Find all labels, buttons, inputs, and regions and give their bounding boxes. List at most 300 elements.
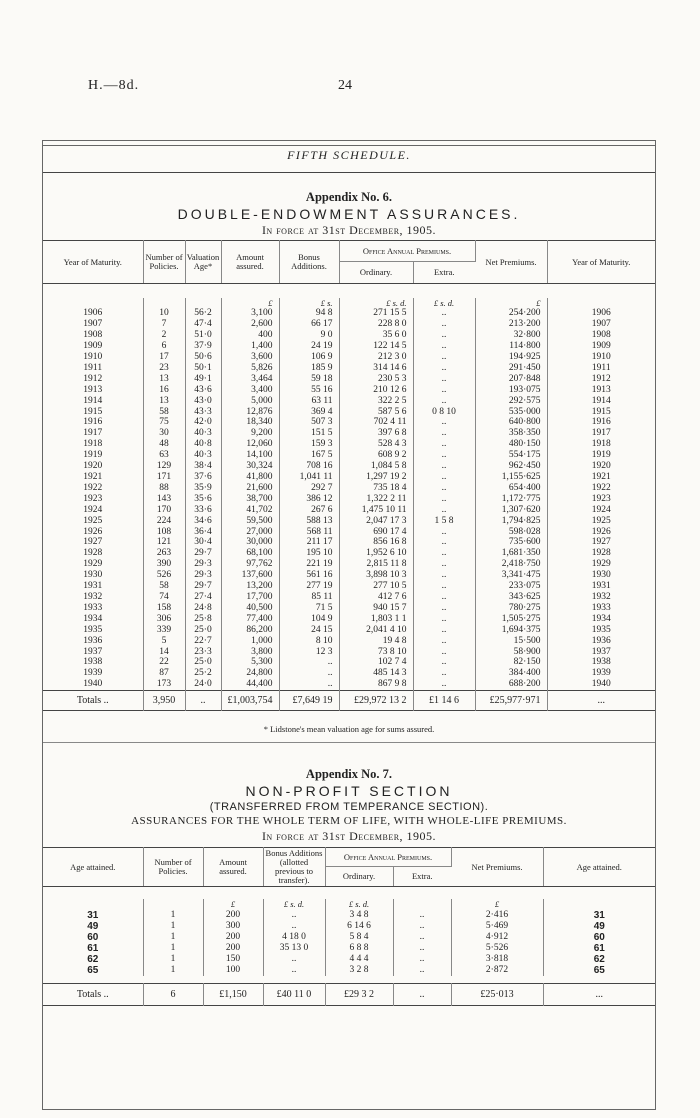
table-cell: 13 <box>143 396 185 407</box>
table-cell: .. <box>413 668 475 679</box>
table-cell: .. <box>393 965 451 976</box>
table-cell: .. <box>413 614 475 625</box>
table-cell: .. <box>263 954 325 965</box>
totals-amount: £1,003,754 <box>221 691 279 711</box>
table-cell: 1915 <box>43 407 143 418</box>
table-cell: 35 13 0 <box>263 943 325 954</box>
table-row <box>43 527 655 538</box>
table-cell: 104 9 <box>279 614 339 625</box>
table-cell: 708 16 <box>279 461 339 472</box>
table-cell: .. <box>393 932 451 943</box>
table-cell: 314 14 6 <box>339 363 413 374</box>
table-cell: 3,400 <box>221 385 279 396</box>
table-cell: 24 19 <box>279 341 339 352</box>
table-cell: 780·275 <box>475 603 547 614</box>
appendix6-in-force: In force at 31st December, 1905. <box>261 223 437 237</box>
table-row <box>43 625 655 636</box>
table-cell: 1912 <box>43 374 143 385</box>
table-cell: 35·9 <box>185 483 221 494</box>
table-cell: 173 <box>143 679 185 690</box>
table-cell: 1 <box>143 965 203 976</box>
table-cell: 24,800 <box>221 668 279 679</box>
table-cell: 292 7 <box>279 483 339 494</box>
table-cell: 1910 <box>43 352 143 363</box>
table-cell: 16 <box>143 385 185 396</box>
table-cell: 60 <box>43 932 143 943</box>
table-cell: 200 <box>203 943 263 954</box>
table-cell: 50·6 <box>185 352 221 363</box>
table-cell: 306 <box>143 614 185 625</box>
table-row <box>43 330 655 341</box>
table-cell: 38,700 <box>221 494 279 505</box>
table-cell: 58 <box>143 407 185 418</box>
table-cell: 1919 <box>591 450 611 461</box>
table-cell: 73 8 10 <box>339 647 413 658</box>
table-row <box>43 954 655 965</box>
table-cell: 587 5 6 <box>339 407 413 418</box>
col-bonus: Bonus Additions. <box>279 241 339 284</box>
table-cell: 6 8 8 <box>325 943 393 954</box>
table-cell: 568 11 <box>279 527 339 538</box>
table-cell: 271 15 5 <box>339 308 413 319</box>
table-cell: 48 <box>143 439 185 450</box>
table-cell: 1,172·775 <box>475 494 547 505</box>
table-cell: .. <box>413 472 475 483</box>
table-cell: 42·0 <box>185 417 221 428</box>
table-cell: 25·0 <box>185 657 221 668</box>
table-cell: 185 9 <box>279 363 339 374</box>
table-cell: 100 <box>203 965 263 976</box>
totals-extra: £1 14 6 <box>413 691 475 711</box>
table-cell: 6 <box>143 341 185 352</box>
table-cell: 71 5 <box>279 603 339 614</box>
table-cell: 4 4 4 <box>325 954 393 965</box>
table-cell: 1,475 10 11 <box>339 505 413 516</box>
table-cell: 867 9 8 <box>339 679 413 690</box>
table-cell: 30·4 <box>185 537 221 548</box>
table-cell: 1923 <box>591 493 611 504</box>
table-cell: 0 8 10 <box>413 407 475 418</box>
table-cell: 5·526 <box>451 943 543 954</box>
table-cell: 2,600 <box>221 319 279 330</box>
table-cell: 35 6 0 <box>339 330 413 341</box>
totals7-net: £25·013 <box>451 984 543 1006</box>
table-cell: 369 4 <box>279 407 339 418</box>
table-cell: 40,500 <box>221 603 279 614</box>
table-cell: 1924 <box>591 504 611 515</box>
table-cell: 588 13 <box>279 516 339 527</box>
table-cell: 384·400 <box>475 668 547 679</box>
table-cell: 1936 <box>591 635 611 646</box>
table-cell: .. <box>279 668 339 679</box>
table-cell: .. <box>413 657 475 668</box>
table-cell: 1919 <box>43 450 143 461</box>
totals7-label: Totals .. <box>43 984 143 1006</box>
table-cell: 254·200 <box>475 308 547 319</box>
table-cell: 68,100 <box>221 548 279 559</box>
table-cell: 9 0 <box>279 330 339 341</box>
table-cell: 3,800 <box>221 647 279 658</box>
table-cell: 1906 <box>591 308 611 319</box>
table-cell: 35·6 <box>185 494 221 505</box>
table-cell: 1927 <box>591 537 611 548</box>
table-cell: 171 <box>143 472 185 483</box>
table-row <box>43 636 655 647</box>
table-cell: 21,600 <box>221 483 279 494</box>
col-ordinary7: Ordinary. <box>325 867 393 887</box>
table-cell: 5 <box>143 636 185 647</box>
appendix7-heading: NON-PROFIT SECTION <box>245 783 453 799</box>
table-cell: 1940 <box>43 679 143 690</box>
table-cell: 1906 <box>43 308 143 319</box>
table-cell: 397 6 8 <box>339 428 413 439</box>
col-number7: Number of Policies. <box>143 848 203 887</box>
table-cell: 59 18 <box>279 374 339 385</box>
table-cell: .. <box>413 374 475 385</box>
table-cell: 14 <box>143 647 185 658</box>
table-cell: 23·3 <box>185 647 221 658</box>
page-code: H.—8d. <box>88 78 140 93</box>
table-cell: 1921 <box>43 472 143 483</box>
table-row <box>43 559 655 570</box>
table-cell: 1926 <box>43 527 143 538</box>
table-cell: 50·1 <box>185 363 221 374</box>
table-row <box>43 319 655 330</box>
table-cell: 6 14 6 <box>325 921 393 932</box>
col-extra7: Extra. <box>393 867 451 887</box>
table-cell: 2·416 <box>451 910 543 921</box>
table-cell: 1935 <box>591 624 611 635</box>
table-cell: 8 10 <box>279 636 339 647</box>
table-cell: 1,803 1 1 <box>339 614 413 625</box>
table-cell: 1920 <box>43 461 143 472</box>
table-cell: 29·3 <box>185 559 221 570</box>
table-cell: 1933 <box>43 603 143 614</box>
table-cell: 1910 <box>591 352 611 363</box>
table-cell: 690 17 4 <box>339 527 413 538</box>
table-cell: 1918 <box>591 439 611 450</box>
table-cell: 962·450 <box>475 461 547 472</box>
table-cell: .. <box>413 363 475 374</box>
col-office7: Office Annual Premiums. <box>325 848 451 867</box>
table-cell: 1937 <box>43 647 143 658</box>
table-cell: 1935 <box>43 625 143 636</box>
table-cell: 40·3 <box>185 428 221 439</box>
table-cell: 49 <box>43 921 143 932</box>
table-cell: 2,041 4 10 <box>339 625 413 636</box>
col-year2: Year of Maturity. <box>547 241 655 284</box>
table-cell: 228 8 0 <box>339 319 413 330</box>
table-cell: 195 10 <box>279 548 339 559</box>
table-cell: 1 5 8 <box>413 516 475 527</box>
table-cell: .. <box>393 943 451 954</box>
totals-number: 3,950 <box>143 691 185 711</box>
table-cell: 1939 <box>43 668 143 679</box>
table-cell: 94 8 <box>279 308 339 319</box>
table-cell: 1,794·825 <box>475 516 547 527</box>
table-cell: 507 3 <box>279 417 339 428</box>
table-cell: 1,000 <box>221 636 279 647</box>
table-row <box>43 461 655 472</box>
table-cell: 106 9 <box>279 352 339 363</box>
table-row <box>43 407 655 418</box>
table-cell: .. <box>263 910 325 921</box>
table-cell: 194·925 <box>475 352 547 363</box>
table-cell: 74 <box>143 592 185 603</box>
table-cell: 1,155·625 <box>475 472 547 483</box>
table-cell: 735 18 4 <box>339 483 413 494</box>
table-cell: 27·4 <box>185 592 221 603</box>
table-cell: 18,340 <box>221 417 279 428</box>
table-cell: 75 <box>143 417 185 428</box>
table-cell: 65 <box>593 964 605 976</box>
table-cell: .. <box>413 581 475 592</box>
unit-amount: £ <box>221 298 279 309</box>
table-cell: 24 15 <box>279 625 339 636</box>
table-cell: .. <box>413 559 475 570</box>
table-cell: 1,505·275 <box>475 614 547 625</box>
table-cell: .. <box>413 450 475 461</box>
table-cell: .. <box>413 308 475 319</box>
table-row <box>43 439 655 450</box>
table-cell: 43·6 <box>185 385 221 396</box>
table-cell: 1907 <box>43 319 143 330</box>
table-cell: .. <box>279 657 339 668</box>
table-row <box>43 363 655 374</box>
table-cell: 1930 <box>43 570 143 581</box>
table-cell: 291·450 <box>475 363 547 374</box>
col-amount: Amount assured. <box>221 241 279 284</box>
col-age: Age attained. <box>43 848 143 887</box>
table-cell: 1909 <box>591 341 611 352</box>
page-number: 24 <box>338 78 352 93</box>
col-amount7: Amount assured. <box>203 848 263 887</box>
table-cell: .. <box>413 679 475 690</box>
table-row <box>43 483 655 494</box>
table-cell: 30,324 <box>221 461 279 472</box>
table-cell: 1 <box>143 921 203 932</box>
table-row <box>43 494 655 505</box>
table-cell: 87 <box>143 668 185 679</box>
table-cell: 1930 <box>591 570 611 581</box>
table-cell: 1,952 6 10 <box>339 548 413 559</box>
table-cell: 1937 <box>591 646 611 657</box>
table-cell: 856 16 8 <box>339 537 413 548</box>
table-cell: .. <box>413 417 475 428</box>
unit7-bonus: £ s. d. <box>263 899 325 910</box>
table-cell: 150 <box>203 954 263 965</box>
table-cell: 85 11 <box>279 592 339 603</box>
unit7-ordinary: £ s. d. <box>325 899 393 910</box>
table-cell: .. <box>413 461 475 472</box>
table-row <box>43 537 655 548</box>
table-cell: 1,322 2 11 <box>339 494 413 505</box>
table-cell: 3,600 <box>221 352 279 363</box>
col-net7: Net Premiums. <box>451 848 543 887</box>
table-cell: 108 <box>143 527 185 538</box>
table-cell: 1928 <box>591 548 611 559</box>
totals7-number: 6 <box>143 984 203 1006</box>
table-cell: 535·000 <box>475 407 547 418</box>
table-cell: 29·7 <box>185 581 221 592</box>
table-cell: 114·800 <box>475 341 547 352</box>
table-cell: 1913 <box>43 385 143 396</box>
appendix6-heading: DOUBLE-ENDOWMENT ASSURANCES. <box>177 206 521 222</box>
unit-bonus: £ s. <box>279 298 339 309</box>
table-cell: 44,400 <box>221 679 279 690</box>
table-row <box>43 516 655 527</box>
table-cell: 1917 <box>43 428 143 439</box>
table-cell: .. <box>413 505 475 516</box>
table-cell: 654·400 <box>475 483 547 494</box>
table-row <box>43 450 655 461</box>
totals-label: Totals .. <box>43 691 143 711</box>
appendix6-title: Appendix No. 6. <box>305 190 393 204</box>
table-row <box>43 472 655 483</box>
table-row <box>43 679 655 690</box>
unit7-net: £ <box>451 899 543 910</box>
table-cell: 554·175 <box>475 450 547 461</box>
table-cell: 13 <box>143 374 185 385</box>
table-cell: 3,341·475 <box>475 570 547 581</box>
table-cell: 56·2 <box>185 308 221 319</box>
table-row <box>43 385 655 396</box>
table-cell: 60 <box>593 931 605 943</box>
table-cell: .. <box>393 921 451 932</box>
table-cell: 13,200 <box>221 581 279 592</box>
table-cell: 193·075 <box>475 385 547 396</box>
table-cell: .. <box>413 548 475 559</box>
table-row <box>43 396 655 407</box>
table-cell: 1911 <box>591 362 611 373</box>
table-cell: 40·3 <box>185 450 221 461</box>
table-cell: 1931 <box>43 581 143 592</box>
table-cell: 1926 <box>591 526 611 537</box>
table-cell: 25·8 <box>185 614 221 625</box>
table-cell: 212 3 0 <box>339 352 413 363</box>
table-cell: 61 <box>593 942 605 954</box>
table-cell: 170 <box>143 505 185 516</box>
table-cell: 200 <box>203 932 263 943</box>
table-cell: 1940 <box>591 679 611 690</box>
table-cell: 49·1 <box>185 374 221 385</box>
col-ordinary: Ordinary. <box>339 262 413 284</box>
table-cell: 300 <box>203 921 263 932</box>
table-cell: 1932 <box>43 592 143 603</box>
table-cell: 1931 <box>591 581 611 592</box>
table-cell: 1915 <box>591 406 611 417</box>
table-cell: 30,000 <box>221 537 279 548</box>
table-cell: 1923 <box>43 494 143 505</box>
table-cell: .. <box>413 570 475 581</box>
table-cell: .. <box>413 625 475 636</box>
table-cell: 1 <box>143 954 203 965</box>
table-row <box>43 965 655 976</box>
table-cell: 1933 <box>591 602 611 613</box>
table-cell: 1922 <box>591 482 611 493</box>
unit7-amount: £ <box>203 899 263 910</box>
table-cell: 29·3 <box>185 570 221 581</box>
table-cell: 22·7 <box>185 636 221 647</box>
table-cell: 1936 <box>43 636 143 647</box>
table-row <box>43 910 655 921</box>
totals7-bonus: £40 11 0 <box>263 984 325 1006</box>
table-cell: 1908 <box>43 330 143 341</box>
table-cell: .. <box>413 341 475 352</box>
table-cell: 151 5 <box>279 428 339 439</box>
table-cell: 1914 <box>43 396 143 407</box>
appendix7-subheading2: ASSURANCES FOR THE WHOLE TERM OF LIFE, WITH WHOLE-LIFE PREMIUMS. <box>131 815 567 827</box>
table-cell: 65 <box>43 965 143 976</box>
totals-valuation: .. <box>185 691 221 711</box>
table-cell: 735·600 <box>475 537 547 548</box>
appendix7-table <box>43 847 655 1006</box>
appendix6-table <box>43 240 655 711</box>
table-cell: 88 <box>143 483 185 494</box>
table-cell: 400 <box>221 330 279 341</box>
table-cell: 5 8 4 <box>325 932 393 943</box>
table-row <box>43 548 655 559</box>
table-row <box>43 921 655 932</box>
table-cell: .. <box>413 537 475 548</box>
table-cell: 3,464 <box>221 374 279 385</box>
table-cell: 230 5 3 <box>339 374 413 385</box>
table-cell: 1929 <box>591 559 611 570</box>
table-row <box>43 570 655 581</box>
table-cell: 2,047 17 3 <box>339 516 413 527</box>
table-row <box>43 943 655 954</box>
table-cell: 43·0 <box>185 396 221 407</box>
table-cell: 277 10 5 <box>339 581 413 592</box>
table-cell: 2,418·750 <box>475 559 547 570</box>
table-cell: 412 7 6 <box>339 592 413 603</box>
table-cell: 122 14 5 <box>339 341 413 352</box>
table-cell: .. <box>413 483 475 494</box>
table-cell: 1916 <box>43 417 143 428</box>
table-cell: 58·900 <box>475 647 547 658</box>
table-cell: 102 7 4 <box>339 657 413 668</box>
table-cell: 7 <box>143 319 185 330</box>
table-cell: 1912 <box>591 373 611 384</box>
table-cell: 1908 <box>591 330 611 341</box>
table-cell: 343·625 <box>475 592 547 603</box>
table-row <box>43 341 655 352</box>
table-cell: 1929 <box>43 559 143 570</box>
col-net: Net Premiums. <box>475 241 547 284</box>
totals-net: £25,977·971 <box>475 691 547 711</box>
table-cell: 1,307·620 <box>475 505 547 516</box>
table-cell: 36·4 <box>185 527 221 538</box>
appendix6-footnote: * Lidstone's mean valuation age for sums assured. <box>263 724 435 734</box>
table-cell: 158 <box>143 603 185 614</box>
table-row <box>43 352 655 363</box>
table-cell: 292·575 <box>475 396 547 407</box>
table-cell: .. <box>413 319 475 330</box>
unit-extra: £ s. d. <box>413 298 475 309</box>
col-extra: Extra. <box>413 262 475 284</box>
table-cell: 688·200 <box>475 679 547 690</box>
table-cell: 526 <box>143 570 185 581</box>
col-number: Number of Policies. <box>143 241 185 284</box>
table-row <box>43 668 655 679</box>
table-cell: 5,000 <box>221 396 279 407</box>
table-row <box>43 657 655 668</box>
table-cell: 30 <box>143 428 185 439</box>
table-cell: 22 <box>143 657 185 668</box>
table-row <box>43 647 655 658</box>
table-cell: 49 <box>593 920 605 932</box>
totals-year: ... <box>597 695 605 707</box>
